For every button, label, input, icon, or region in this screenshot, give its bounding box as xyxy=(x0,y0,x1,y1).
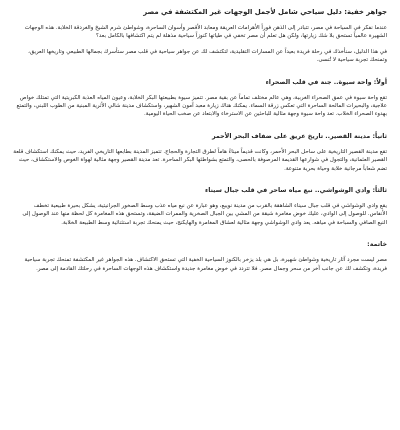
section-heading-conclusion: خاتمة: xyxy=(367,241,387,249)
section-heading-quseir: ثانياً: مدينة القصير.. تاريخ عريق على ضفاف البحر الأحمر xyxy=(211,132,387,140)
article-title: جواهر خفية: دليل سياحي شامل لأجمل الوجهات غير المكتشفة في مصر xyxy=(143,8,387,16)
section-paragraph-quseir: تقع مدينة القصير التاريخية على ساحل البحر الأحمر، وكانت قديماً ميناءً هاماً لطرق التجارة والحجاج. تتميز المدينة بطابعها التاريخي الفريد، حيث يمكنك استكشاف قلعة القصير العثمانية، والتجول في شوارعها القديمة المرصوفة بالحصى، والتمتع بشواطئها البكر الساحرة. تعد مدينة القصير وجهة مثالية لهواة الغوص والاستكشاف، حيث تضم شعاباً مرجانية خلابة وحياة بحرية متنوعة. xyxy=(13,148,387,172)
intro-paragraph-2: في هذا الدليل، سنأخذك في رحلة فريدة بعيداً عن المسارات التقليدية، لتكتشف لك عن جواهر سياحية في قلب مصر ستأسرك بجمالها الطبيعي وتاريخها العريق، وتمنحك تجربة سياحية لا تُنسى. xyxy=(28,48,387,64)
section-paragraph-wadi-washwashi: يقع وادي الوشواشي في قلب جبال سيناء الشاهقة بالقرب من مدينة نويبع، وهو عبارة عن نبع مياه عذب وسط الصخور الجرانيتية، يشكل بحيرة طبيعية تخطف الأنفاس. للوصول إلى الوادي، عليك خوض مغامرة شيقة من المشي بين الجبال الصخرية والممرات الضيقة، وتستحق هذه المغامرة كل لحظة منها عند الوصول إلى النبع الصافي والسباحة في مياهه. يعد وادي الوشواشي وجهة مثالية لعشاق المغامرة والهايكنج، حيث يمنحك تجربة استثنائية وسط الطبيعة الخلابة. xyxy=(22,203,387,226)
intro-paragraph-1: عندما نفكر في السياحة في مصر، تتبادر إلى الذهن فوراً الأهرامات العريقة ومعابد الأقصر وأسوان الساحرة، وشواطئ شرم الشيخ والغردقة الخلابة. هذه الوجهات الشهيرة عالمياً تستحق بلا شك زيارتها، ولكن هل تعلم أن مصر تخفي في طياتها كنوزاً سياحية مذهلة لم يتم اكتشافها بالكامل بعد؟ xyxy=(24,25,387,40)
section-heading-siwa: أولاً: واحة سيوة.. جنة في قلب الصحراء xyxy=(265,78,387,86)
section-paragraph-siwa: تقع واحة سيوة في عمق الصحراء الغربية، وهي عالم مختلف تماماً عن بقية مصر. تتميز سيوة بطبيعتها البكر الخلابة، وعيون المياه العذبة الكبريتية التي تمتلك خواص علاجية، والبحيرات المالحة الساحرة التي تعكس زرقة السماء. يمكنك هناك زيارة معبد آمون الشهير، واستكشاف مدينة شالي الأثرية المبنية من الطوب اللبني، والتمتع بهدوء الصحراء الخلاب. تعد واحة سيوة وجهة مثالية للباحثين عن الاسترخاء والابتعاد عن صخب الحياة اليومية. xyxy=(16,94,387,118)
section-heading-wadi-washwashi: ثالثاً: وادي الوشواشي.. نبع مياه ساحر في قلب جبال سيناء xyxy=(205,187,387,195)
section-paragraph-conclusion: مصر ليست مجرد آثار تاريخية وشواطئ شهيرة، بل هي بلد يزخر بالكنوز السياحية الخفية التي تستحق الاكتشاف. هذه الجواهر غير المكتشفة تمنحك تجربة سياحية فريدة، وتكشف لك عن جانب آخر من سحر وجمال مصر. فلا تتردد في خوض مغامرة جديدة واستكشاف هذه الوجهات الساحرة في رحلتك القادمة إلى مصر. xyxy=(24,257,387,272)
